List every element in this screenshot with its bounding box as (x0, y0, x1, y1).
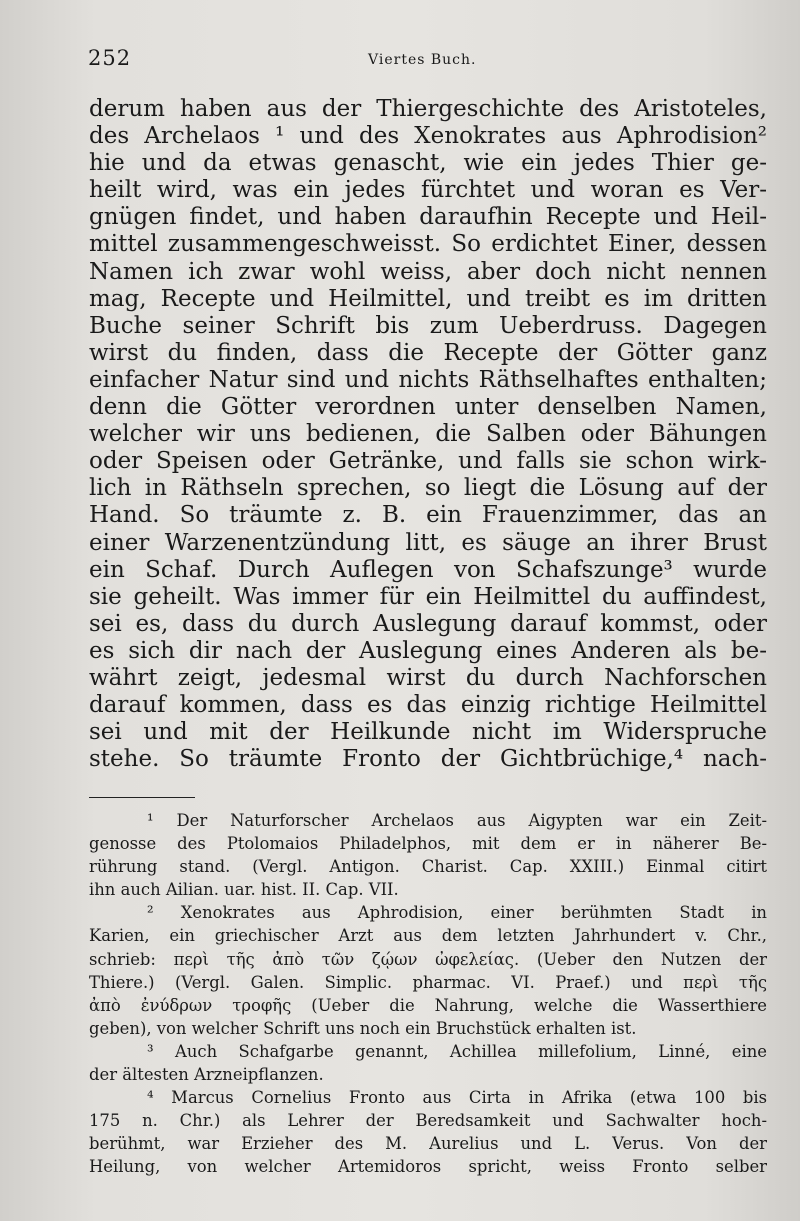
text-line: hie und da etwas genascht, wie ein jedes Thier ge- (89, 150, 767, 177)
footnote-line: ⁴ Marcus Cornelius Fronto aus Cirta in Afrika (etwa 100 bis (147, 1088, 767, 1108)
text-line: ein Schaf. Durch Auflegen von Schafszunge³ wurde (89, 556, 767, 583)
running-title: Viertes Buch. (368, 52, 477, 68)
text-line: derum haben aus der Thiergeschichte des Aristoteles, (89, 96, 767, 122)
text-line: Namen ich zwar wohl weiss, aber doch nicht nennen (89, 258, 767, 285)
text-line: einfacher Natur sind und nichts Räthselhaftes enthalten; (89, 366, 767, 393)
text-line: Buche seiner Schrift bis zum Ueberdruss. Dagegen (89, 312, 767, 339)
footnote-line: genosse des Ptolomaios Philadelphos, mit dem er in näherer Be- (89, 834, 767, 854)
text-line: oder Speisen oder Getränke, und falls sie schon wirk- (89, 448, 767, 475)
text-line: währt zeigt, jedesmal wirst du durch Nachforschen (89, 664, 767, 691)
text-line: sei es, dass du durch Auslegung darauf kommst, oder (89, 610, 767, 637)
footnote-line: der ältesten Arzneipflanzen. (89, 1065, 324, 1085)
text-line: welcher wir uns bedienen, die Salben oder Bähungen (89, 421, 767, 448)
text-line: sei und mit der Heilkunde nicht im Widerspruche (89, 719, 767, 746)
text-line: Hand. So träumte z. B. ein Frauenzimmer, das an (89, 502, 767, 529)
footnote-line: rührung stand. (Vergl. Antigon. Charist. Cap. XXIII.) Einmal citirt (89, 857, 767, 877)
footnote-line: Thiere.) (Vergl. Galen. Simplic. pharmac. VI. Praef.) und περὶ τῆς (89, 972, 767, 992)
text-line: lich in Räthseln sprechen, so liegt die Lösung auf der (89, 475, 767, 502)
text-line: mittel zusammengeschweisst. So erdichtet Einer, dessen (89, 231, 767, 258)
footnote-line: 175 n. Chr.) als Lehrer der Beredsamkeit und Sachwalter hoch- (89, 1111, 767, 1131)
footnote-line: Karien, ein griechischer Arzt aus dem letzten Jahrhundert v. Chr., (89, 926, 767, 946)
text-line: sie geheilt. Was immer für ein Heilmittel du auffindest, (89, 583, 767, 610)
text-line: denn die Götter verordnen unter denselben Namen, (89, 394, 767, 421)
text-line: heilt wird, was ein jedes fürchtet und woran es Ver- (89, 177, 767, 204)
text-line: stehe. So träumte Fronto der Gichtbrüchige,⁴ nach- (89, 746, 767, 773)
text-line: mag, Recepte und Heilmittel, und treibt es im dritten (89, 285, 767, 312)
footnote-line: ihn auch Ailian. uar. hist. II. Cap. VII. (89, 880, 399, 900)
text-line: wirst du finden, dass die Recepte der Götter ganz (89, 339, 767, 366)
text-line: einer Warzenentzündung litt, es säuge an ihrer Brust (89, 529, 767, 556)
footnote-rule (89, 797, 195, 798)
main-text (89, 96, 767, 773)
footnote-line: ¹ Der Naturforscher Archelaos aus Aigypten war ein Zeit- (147, 811, 767, 830)
footnote-line: Heilung, von welcher Artemidoros spricht, weiss Fronto selber (89, 1157, 767, 1177)
footnote-line: geben), von welcher Schrift uns noch ein Bruchstück erhalten ist. (89, 1018, 637, 1038)
text-line: es sich dir nach der Auslegung eines Anderen als be- (89, 637, 767, 664)
footnote-line: ² Xenokrates aus Aphrodision, einer berühmten Stadt in (147, 903, 767, 923)
footnotes (89, 809, 767, 1179)
text-line: des Archelaos ¹ und des Xenokrates aus Aphrodision² (89, 123, 767, 150)
running-head (88, 46, 768, 78)
footnote-line: ³ Auch Schafgarbe genannt, Achillea millefolium, Linné, eine (147, 1041, 767, 1061)
text-line: gnügen findet, und haben daraufhin Recepte und Heil- (89, 204, 767, 231)
text-line: darauf kommen, dass es das einzig richtige Heilmittel (89, 692, 767, 719)
footnote-line: schrieb: περὶ τῆς ἀπὸ τῶν ζῴων ὠφελείας. (Ueber den Nutzen der (89, 949, 767, 969)
page-number: 252 (88, 46, 132, 70)
footnote-line: berühmt, war Erzieher des M. Aurelius und L. Verus. Von der (89, 1134, 767, 1154)
footnote-line: ἀπὸ ἐνύδρων τροφῆς (Ueber die Nahrung, welche die Wasserthiere (89, 995, 767, 1015)
